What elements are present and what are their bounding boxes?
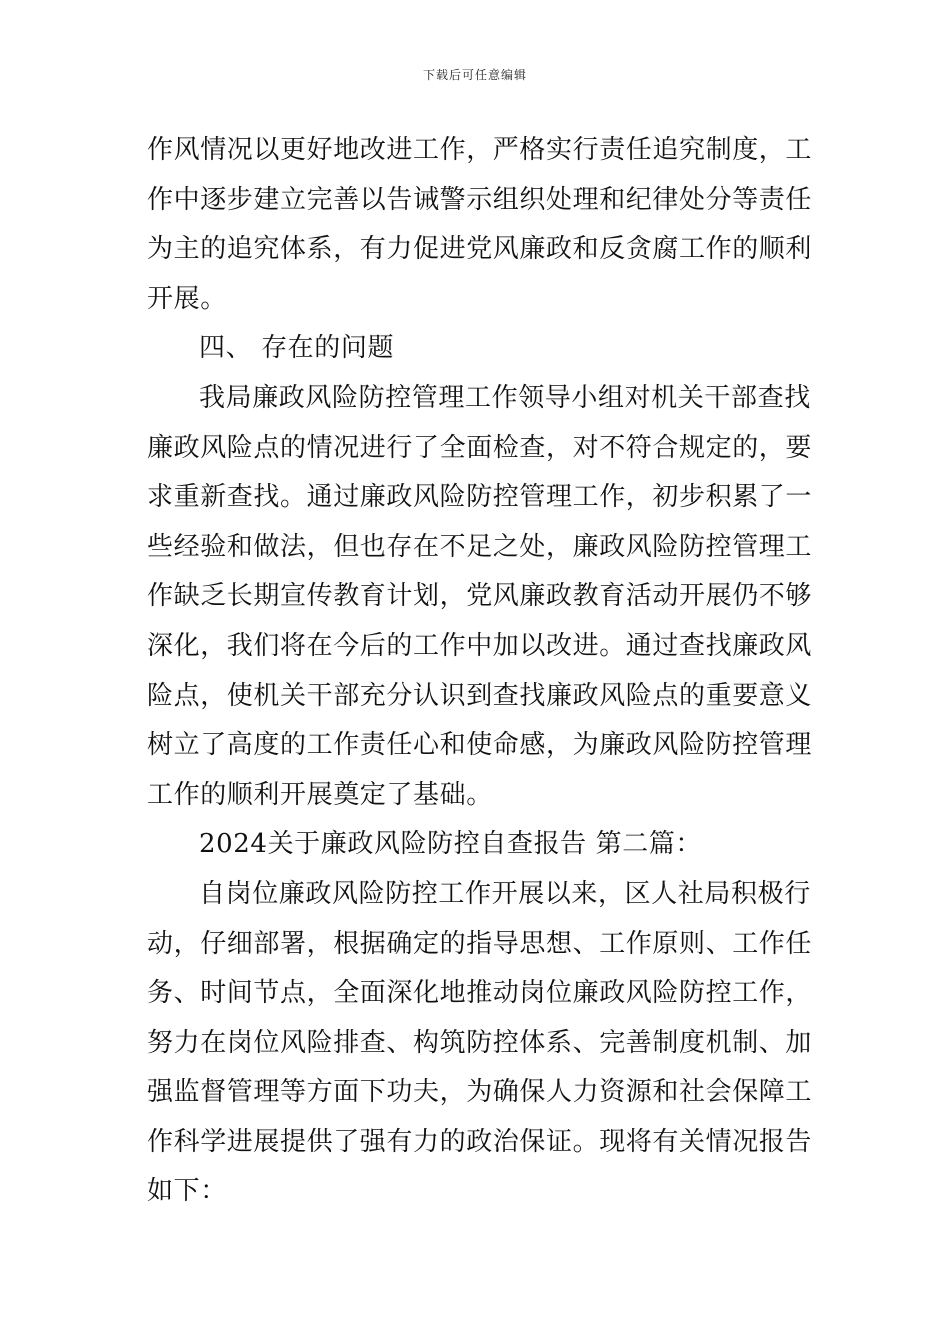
- paragraph-line: 险点，使机关干部充分认识到查找廉政风险点的重要意义: [147, 680, 813, 711]
- paragraph-line: 为主的追究体系，有力促进党风廉政和反贪腐工作的顺利: [147, 234, 813, 265]
- paragraph-line: 求重新查找。通过廉政风险防控管理工作，初步积累了一: [147, 482, 813, 513]
- section-heading: 2024关于廉政风险防控自查报告 第二篇：: [199, 829, 703, 860]
- paragraph-line: 我局廉政风险防控管理工作领导小组对机关干部查找: [199, 382, 811, 413]
- paragraph-line: 廉政风险点的情况进行了全面检查，对不符合规定的，要: [147, 432, 813, 463]
- paragraph-line: 些经验和做法，但也存在不足之处，廉政风险防控管理工: [147, 531, 813, 562]
- page-header: 下载后可任意编辑: [422, 68, 527, 82]
- paragraph-line: 开展。: [147, 283, 227, 314]
- paragraph-line: 树立了高度的工作责任心和使命感，为廉政风险防控管理: [147, 730, 813, 761]
- paragraph-line: 深化，我们将在今后的工作中加以改进。通过查找廉政风: [147, 630, 813, 661]
- document-body: [147, 126, 813, 1217]
- paragraph-line: 作风情况以更好地改进工作，严格实行责任追究制度，工: [147, 135, 813, 165]
- paragraph-line: 作科学进展提供了强有力的政治保证。现将有关情况报告: [147, 1126, 813, 1157]
- paragraph-line: 强监督管理等方面下功夫，为确保人力资源和社会保障工: [147, 1077, 813, 1108]
- paragraph-line: 努力在岗位风险排查、构筑防控体系、完善制度机制、加: [147, 1027, 813, 1058]
- paragraph-line: 务、时间节点，全面深化地推动岗位廉政风险防控工作，: [147, 978, 813, 1009]
- paragraph-line: 作中逐步建立完善以告诫警示组织处理和纪律处分等责任: [147, 184, 813, 215]
- paragraph-line: 自岗位廉政风险防控工作开展以来，区人社局积极行: [199, 878, 811, 909]
- paragraph-line: 工作的顺利开展奠定了基础。: [147, 779, 493, 810]
- paragraph-line: 动，仔细部署，根据确定的指导思想、工作原则、工作任: [147, 928, 813, 959]
- paragraph-line: 如下：: [147, 1176, 227, 1207]
- paragraph-line: 作缺乏长期宣传教育计划，党风廉政教育活动开展仍不够: [147, 581, 813, 612]
- section-heading: 四、 存在的问题: [199, 333, 395, 364]
